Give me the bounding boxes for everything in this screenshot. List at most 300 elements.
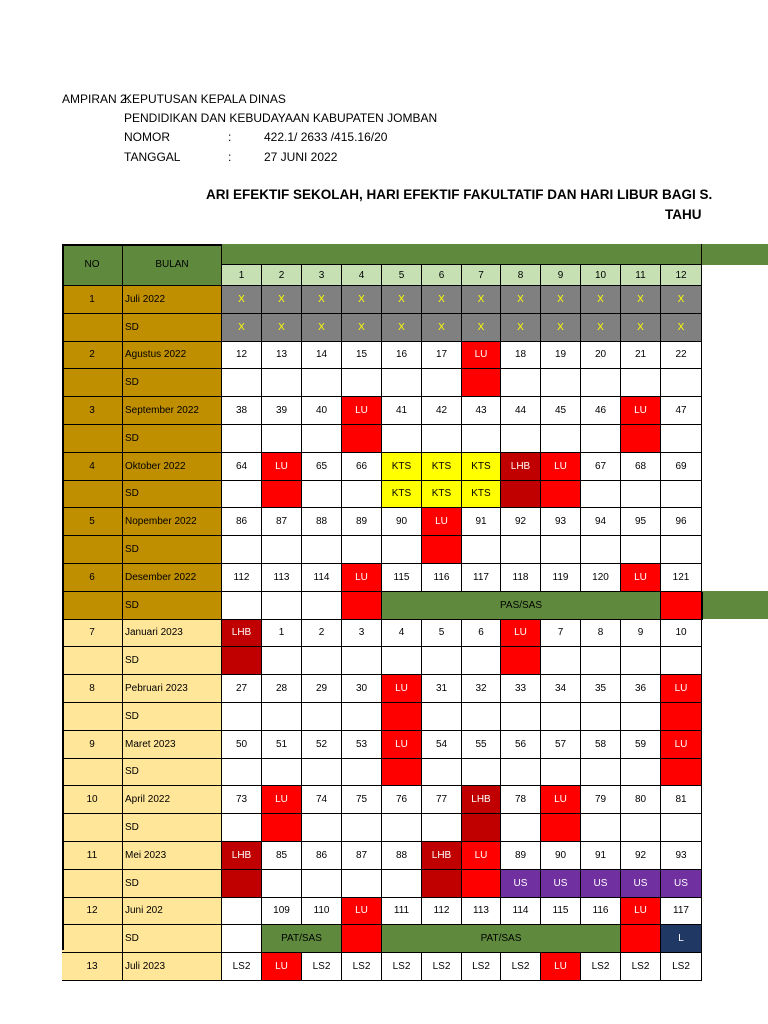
day-cell [222, 425, 262, 453]
row-no: 6 [62, 564, 123, 592]
day-cell: LU [501, 620, 541, 648]
day-cell [382, 870, 422, 898]
day-cell [302, 703, 342, 731]
row-month-label: Mei 2023 [123, 842, 222, 870]
day-cell: 28 [262, 675, 302, 703]
row-no: 9 [62, 731, 123, 759]
day-cell [501, 647, 541, 675]
day-header-3: 3 [302, 265, 342, 286]
day-cell: 90 [382, 508, 422, 536]
day-cell [342, 536, 382, 564]
day-cell: KTS [382, 453, 422, 481]
day-cell: LU [541, 453, 581, 481]
day-cell: X [302, 314, 342, 342]
day-cell [302, 870, 342, 898]
day-cell: 73 [222, 786, 262, 814]
day-cell [222, 759, 262, 787]
day-cell [382, 814, 422, 842]
day-cell [422, 759, 462, 787]
day-cell [262, 536, 302, 564]
day-cell: 69 [661, 453, 702, 481]
day-cell [222, 925, 262, 953]
day-cell [342, 759, 382, 787]
day-cell [501, 703, 541, 731]
day-cell: 42 [422, 397, 462, 425]
day-cell: 27 [222, 675, 262, 703]
day-cell: 33 [501, 675, 541, 703]
day-cell [661, 592, 702, 620]
day-cell: 44 [501, 397, 541, 425]
day-cell: 93 [661, 842, 702, 870]
day-cell [422, 647, 462, 675]
day-cell [382, 647, 422, 675]
day-cell: 4 [382, 620, 422, 648]
day-cell: 55 [462, 731, 501, 759]
day-cell [302, 481, 342, 509]
day-header-11: 11 [621, 265, 661, 286]
day-cell [462, 369, 501, 397]
row-no [62, 647, 123, 675]
day-cell [382, 536, 422, 564]
day-cell: LU [462, 842, 501, 870]
nomor-label: NOMOR [124, 130, 170, 144]
day-cell: KTS [422, 453, 462, 481]
day-cell: 115 [382, 564, 422, 592]
day-cell [302, 425, 342, 453]
day-cell [382, 369, 422, 397]
day-cell: 39 [262, 397, 302, 425]
col-no-header: NO [62, 244, 123, 286]
day-cell [262, 647, 302, 675]
day-cell [342, 703, 382, 731]
day-cell: X [661, 286, 702, 314]
day-cell: 86 [222, 508, 262, 536]
day-cell [501, 481, 541, 509]
row-no [62, 870, 123, 898]
day-cell: 112 [222, 564, 262, 592]
day-cell: LU [342, 564, 382, 592]
day-cell: LS2 [501, 953, 541, 981]
day-cell: 34 [541, 675, 581, 703]
day-cell [621, 814, 661, 842]
day-cell: 67 [581, 453, 621, 481]
day-cell: 94 [581, 508, 621, 536]
day-cell: X [262, 286, 302, 314]
day-cell [222, 814, 262, 842]
row-month-label: Juli 2023 [123, 953, 222, 981]
row-no [62, 481, 123, 509]
row-no: 2 [62, 342, 123, 370]
day-cell [262, 425, 302, 453]
day-cell [462, 425, 501, 453]
day-cell [661, 425, 702, 453]
day-cell: 91 [581, 842, 621, 870]
day-cell: 88 [302, 508, 342, 536]
day-cell: 89 [342, 508, 382, 536]
day-cell [262, 703, 302, 731]
day-header-5: 5 [382, 265, 422, 286]
day-cell: 14 [302, 342, 342, 370]
day-cell: 56 [501, 731, 541, 759]
day-cell [621, 647, 661, 675]
row-no: 12 [62, 898, 123, 926]
day-cell [541, 647, 581, 675]
day-cell [462, 536, 501, 564]
day-cell [382, 759, 422, 787]
day-cell: 20 [581, 342, 621, 370]
day-cell [581, 481, 621, 509]
day-cell: 109 [262, 898, 302, 926]
day-cell: 22 [661, 342, 702, 370]
row-no [62, 369, 123, 397]
day-cell: 12 [222, 342, 262, 370]
row-month-label: April 2022 [123, 786, 222, 814]
day-cell [621, 925, 661, 953]
day-cell: 54 [422, 731, 462, 759]
day-cell: X [621, 314, 661, 342]
day-cell: 46 [581, 397, 621, 425]
day-cell [222, 703, 262, 731]
day-header-4: 4 [342, 265, 382, 286]
row-month-label: Agustus 2022 [123, 342, 222, 370]
day-cell: 91 [462, 508, 501, 536]
day-cell: 15 [342, 342, 382, 370]
page-title-line2: TAHU [665, 207, 702, 222]
day-cell [581, 759, 621, 787]
day-cell: X [382, 314, 422, 342]
day-cell: 79 [581, 786, 621, 814]
col-bulan-header: BULAN [123, 244, 222, 286]
day-cell: 93 [541, 508, 581, 536]
day-cell [581, 425, 621, 453]
day-cell: 43 [462, 397, 501, 425]
day-cell [262, 592, 302, 620]
day-cell [661, 647, 702, 675]
calendar-table [62, 244, 702, 973]
day-cell: LS2 [661, 953, 702, 981]
day-cell: LS2 [462, 953, 501, 981]
day-cell: L [661, 925, 702, 953]
day-cell: LU [262, 786, 302, 814]
day-header-6: 6 [422, 265, 462, 286]
day-header-10: 10 [581, 265, 621, 286]
day-cell: LS2 [342, 953, 382, 981]
day-cell: X [462, 286, 501, 314]
day-cell: 30 [342, 675, 382, 703]
day-cell: 112 [422, 898, 462, 926]
day-cell: 110 [302, 898, 342, 926]
day-cell: LU [621, 898, 661, 926]
day-cell [501, 425, 541, 453]
day-cell: KTS [422, 481, 462, 509]
day-cell: PAT/SAS [262, 925, 342, 953]
day-cell: 36 [621, 675, 661, 703]
day-cell: LU [541, 953, 581, 981]
day-cell: US [621, 870, 661, 898]
day-cell: 9 [621, 620, 661, 648]
day-cell: 18 [501, 342, 541, 370]
day-cell: 2 [302, 620, 342, 648]
day-cell: US [541, 870, 581, 898]
day-cell: LU [382, 675, 422, 703]
day-cell [462, 759, 501, 787]
day-cell [541, 814, 581, 842]
day-cell: X [581, 314, 621, 342]
day-cell: 66 [342, 453, 382, 481]
day-cell: 114 [302, 564, 342, 592]
day-cell [222, 536, 262, 564]
day-cell: 31 [422, 675, 462, 703]
day-cell: LU [262, 453, 302, 481]
day-cell: 17 [422, 342, 462, 370]
day-cell: KTS [462, 481, 501, 509]
day-cell [222, 647, 262, 675]
table-top-border [62, 244, 222, 246]
day-cell: LU [462, 342, 501, 370]
row-month-label: SD [123, 647, 222, 675]
day-cell: LS2 [382, 953, 422, 981]
day-cell: 80 [621, 786, 661, 814]
row-month-label: SD [123, 759, 222, 787]
day-cell: 92 [621, 842, 661, 870]
day-cell: X [581, 286, 621, 314]
row-month-label: SD [123, 536, 222, 564]
day-cell: 87 [342, 842, 382, 870]
day-cell: 77 [422, 786, 462, 814]
day-cell: 87 [262, 508, 302, 536]
day-cell: KTS [382, 481, 422, 509]
day-cell [462, 703, 501, 731]
day-cell [382, 703, 422, 731]
day-cell: 21 [621, 342, 661, 370]
row-month-label: Maret 2023 [123, 731, 222, 759]
day-cell [262, 870, 302, 898]
day-cell: 8 [581, 620, 621, 648]
day-cell: 5 [422, 620, 462, 648]
day-cell [661, 536, 702, 564]
day-cell: LS2 [422, 953, 462, 981]
day-cell: X [222, 286, 262, 314]
day-cell: X [382, 286, 422, 314]
day-cell: LU [621, 397, 661, 425]
day-cell: 75 [342, 786, 382, 814]
day-cell: 29 [302, 675, 342, 703]
row-month-label: Juni 202 [123, 898, 222, 926]
day-cell: LHB [462, 786, 501, 814]
day-cell [302, 369, 342, 397]
row-no: 8 [62, 675, 123, 703]
day-cell [462, 814, 501, 842]
day-cell [541, 425, 581, 453]
page-title-line1: ARI EFEKTIF SEKOLAH, HARI EFEKTIF FAKULTATIF DAN HARI LIBUR BAGI S. [206, 187, 713, 202]
day-cell [222, 870, 262, 898]
day-cell [342, 481, 382, 509]
day-cell [382, 425, 422, 453]
day-cell [262, 481, 302, 509]
day-cell [342, 870, 382, 898]
day-cell: LU [342, 397, 382, 425]
day-cell [302, 814, 342, 842]
day-cell [222, 898, 262, 926]
day-cell [581, 814, 621, 842]
day-cell [501, 369, 541, 397]
row-no [62, 814, 123, 842]
row-month-label: SD [123, 369, 222, 397]
day-cell: 81 [661, 786, 702, 814]
day-cell: LS2 [581, 953, 621, 981]
row-month-label: SD [123, 592, 222, 620]
day-cell: 86 [302, 842, 342, 870]
day-cell [342, 369, 382, 397]
row-month-label: SD [123, 425, 222, 453]
day-cell: X [501, 286, 541, 314]
day-cell: US [581, 870, 621, 898]
day-cell [621, 536, 661, 564]
day-cell [581, 647, 621, 675]
day-cell [342, 425, 382, 453]
day-cell: PAT/SAS [382, 925, 621, 953]
day-cell: 58 [581, 731, 621, 759]
lampiran-label: AMPIRAN 2: [62, 92, 131, 106]
row-no [62, 425, 123, 453]
day-cell [702, 592, 703, 620]
day-cell [661, 481, 702, 509]
day-cell: 95 [621, 508, 661, 536]
row-no [62, 592, 123, 620]
day-cell: 47 [661, 397, 702, 425]
row-month-label: SD [123, 870, 222, 898]
day-header-7: 7 [462, 265, 501, 286]
day-cell: 68 [621, 453, 661, 481]
day-cell: 96 [661, 508, 702, 536]
day-cell [581, 536, 621, 564]
day-cell: US [661, 870, 702, 898]
day-cell [621, 369, 661, 397]
day-cell: 116 [422, 564, 462, 592]
day-cell: PAS/SAS [382, 592, 661, 620]
day-cell: 117 [661, 898, 702, 926]
day-cell [422, 425, 462, 453]
day-cell: LS2 [302, 953, 342, 981]
day-cell [262, 369, 302, 397]
day-cell: X [462, 314, 501, 342]
day-cell: 117 [462, 564, 501, 592]
row-month-label: SD [123, 481, 222, 509]
day-cell: 45 [541, 397, 581, 425]
day-cell: 78 [501, 786, 541, 814]
day-cell: 51 [262, 731, 302, 759]
nomor-colon: : [228, 130, 232, 144]
day-cell: 113 [462, 898, 501, 926]
day-cell: LS2 [222, 953, 262, 981]
day-cell: LS2 [621, 953, 661, 981]
day-cell: 59 [621, 731, 661, 759]
day-cell: 113 [262, 564, 302, 592]
day-header-2: 2 [262, 265, 302, 286]
day-cell [422, 536, 462, 564]
row-month-label: SD [123, 925, 222, 953]
table-left-border [62, 244, 64, 950]
day-cell [222, 369, 262, 397]
row-month-label: Pebruari 2023 [123, 675, 222, 703]
row-month-label: Oktober 2022 [123, 453, 222, 481]
day-cell: LU [661, 675, 702, 703]
day-cell [541, 759, 581, 787]
day-header-9: 9 [541, 265, 581, 286]
row-no: 13 [62, 953, 123, 981]
row-no [62, 925, 123, 953]
row-month-label: SD [123, 814, 222, 842]
days-header-band [222, 244, 702, 265]
day-cell [342, 925, 382, 953]
row-no: 3 [62, 397, 123, 425]
day-cell: 116 [581, 898, 621, 926]
day-cell: 119 [541, 564, 581, 592]
pas-sas-band-overflow [702, 591, 768, 619]
day-cell [302, 759, 342, 787]
day-cell [462, 870, 501, 898]
instansi-text: PENDIDIKAN DAN KEBUDAYAAN KABUPATEN JOMBAN [124, 111, 438, 125]
row-month-label: SD [123, 703, 222, 731]
day-cell: 74 [302, 786, 342, 814]
day-cell [621, 481, 661, 509]
day-cell: 50 [222, 731, 262, 759]
row-month-label: Desember 2022 [123, 564, 222, 592]
day-cell [501, 759, 541, 787]
day-cell [661, 369, 702, 397]
row-no: 7 [62, 620, 123, 648]
day-cell: 57 [541, 731, 581, 759]
day-cell: X [222, 314, 262, 342]
day-header-1: 1 [222, 265, 262, 286]
day-cell [422, 703, 462, 731]
day-cell: 19 [541, 342, 581, 370]
day-cell [302, 647, 342, 675]
day-cell: 88 [382, 842, 422, 870]
day-cell [222, 592, 262, 620]
day-cell: LU [422, 508, 462, 536]
day-cell: 65 [302, 453, 342, 481]
day-cell: X [541, 286, 581, 314]
day-cell: KTS [462, 453, 501, 481]
day-cell: X [501, 314, 541, 342]
day-cell: 13 [262, 342, 302, 370]
tanggal-label: TANGGAL [124, 150, 181, 164]
day-cell: 38 [222, 397, 262, 425]
day-cell [342, 592, 382, 620]
day-cell: 41 [382, 397, 422, 425]
day-cell: 53 [342, 731, 382, 759]
day-cell: X [422, 286, 462, 314]
day-cell [302, 536, 342, 564]
day-cell [342, 814, 382, 842]
day-cell: 35 [581, 675, 621, 703]
row-no [62, 536, 123, 564]
day-cell: 16 [382, 342, 422, 370]
day-cell [342, 647, 382, 675]
day-cell: 6 [462, 620, 501, 648]
day-cell [581, 369, 621, 397]
day-cell [661, 759, 702, 787]
row-no: 5 [62, 508, 123, 536]
row-month-label: Juli 2022 [123, 286, 222, 314]
row-no [62, 314, 123, 342]
day-cell: 10 [661, 620, 702, 648]
day-cell [302, 592, 342, 620]
day-cell: 1 [262, 620, 302, 648]
day-cell [661, 703, 702, 731]
day-cell: 92 [501, 508, 541, 536]
